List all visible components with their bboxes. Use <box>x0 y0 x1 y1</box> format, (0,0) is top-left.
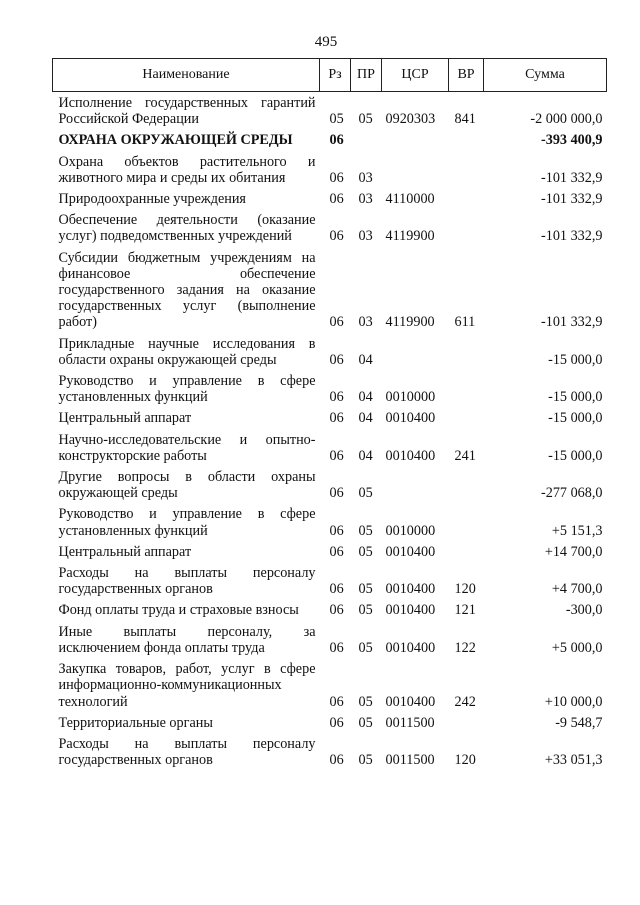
cell-sum: -101 332,9 <box>541 314 603 331</box>
cell-rz: 05 <box>329 111 344 128</box>
header-name: Наименование <box>53 59 320 92</box>
cell-rz: 06 <box>329 602 344 619</box>
cell-pr: 03 <box>358 228 373 245</box>
table-row <box>53 127 607 148</box>
cell-csr: 0010400 <box>385 693 436 710</box>
cell-csr <box>382 127 449 148</box>
cell-vr <box>449 127 484 148</box>
cell-rz: 06 <box>329 351 344 368</box>
cell-vr: 122 <box>454 639 476 656</box>
cell-rz: 06 <box>329 639 344 656</box>
page-number: 495 <box>314 34 338 50</box>
cell-sum: -300,0 <box>565 602 603 619</box>
header-vr: ВР <box>449 59 484 92</box>
cell-csr: 0010400 <box>385 543 436 560</box>
cell-pr: 05 <box>358 581 373 598</box>
cell-rz: 06 <box>329 543 344 560</box>
cell-name: Научно-исследовательские и опытно-конструкторские работы <box>58 431 316 464</box>
cell-sum: -277 068,0 <box>541 485 603 502</box>
cell-name: Руководство и управление в сфере установленных функций <box>58 373 316 406</box>
cell-rz: 06 <box>329 410 344 427</box>
cell-sum: -101 332,9 <box>541 228 603 245</box>
cell-pr <box>351 127 382 148</box>
cell-rz: 06 <box>329 191 344 208</box>
cell-rz: 06 <box>329 389 344 406</box>
cell-sum: +33 051,3 <box>544 752 603 769</box>
table-row <box>53 619 607 656</box>
table-row <box>53 245 607 331</box>
cell-name: Расходы на выплаты персоналу государственных органов <box>58 565 316 598</box>
cell-vr: 611 <box>454 314 476 331</box>
cell-vr <box>449 501 484 538</box>
cell-vr <box>449 710 484 731</box>
cell-pr: 05 <box>358 693 373 710</box>
cell-vr: 120 <box>454 752 476 769</box>
cell-sum: -9 548,7 <box>555 714 603 731</box>
table-row <box>53 710 607 731</box>
cell-vr <box>449 368 484 405</box>
cell-sum: +5 151,3 <box>551 522 603 539</box>
cell-sum: -15 000,0 <box>548 389 603 406</box>
table-row <box>53 331 607 368</box>
cell-sum: -15 000,0 <box>548 447 603 464</box>
cell-name: Территориальные органы <box>58 714 213 731</box>
cell-pr: 05 <box>358 602 373 619</box>
cell-pr: 05 <box>358 522 373 539</box>
cell-rz: 06 <box>329 693 344 710</box>
cell-name: Охрана объектов растительного и животного мира и среды их обитания <box>58 153 316 186</box>
cell-csr: 4110000 <box>385 191 435 208</box>
table-row <box>53 186 607 207</box>
cell-csr: 0011500 <box>385 752 435 769</box>
cell-csr: 0010400 <box>385 602 436 619</box>
table-row <box>53 368 607 405</box>
cell-vr <box>449 405 484 426</box>
table-row <box>53 539 607 560</box>
cell-sum: +10 000,0 <box>544 693 603 710</box>
table-row <box>53 501 607 538</box>
table-row <box>53 656 607 710</box>
cell-csr: 0010400 <box>385 581 436 598</box>
cell-vr <box>449 331 484 368</box>
cell-csr <box>382 149 449 186</box>
cell-csr: 0010000 <box>385 389 436 406</box>
cell-rz: 06 <box>329 314 344 331</box>
cell-pr: 05 <box>358 543 373 560</box>
cell-rz: 06 <box>329 169 344 186</box>
cell-csr: 0010000 <box>385 522 436 539</box>
cell-csr: 0010400 <box>385 447 436 464</box>
cell-pr: 04 <box>358 447 373 464</box>
cell-name: Обеспечение деятельности (оказание услуг) подведомственных учреждений <box>58 212 316 245</box>
cell-csr: 0011500 <box>385 714 435 731</box>
cell-rz: 06 <box>329 714 344 731</box>
cell-name: Другие вопросы в области охраны окружающей среды <box>58 469 316 502</box>
cell-name: ОХРАНА ОКРУЖАЮЩЕЙ СРЕДЫ <box>58 132 293 149</box>
cell-vr: 242 <box>454 693 476 710</box>
table-row <box>53 597 607 618</box>
cell-sum: -101 332,9 <box>541 169 603 186</box>
cell-name: Фонд оплаты труда и страховые взносы <box>58 602 299 619</box>
cell-sum: -2 000 000,0 <box>530 111 603 128</box>
cell-name: Центральный аппарат <box>58 410 192 427</box>
table-row <box>53 464 607 501</box>
cell-pr: 03 <box>358 191 373 208</box>
cell-rz: 06 <box>329 581 344 598</box>
cell-csr: 4119900 <box>385 314 435 331</box>
cell-name: Закупка товаров, работ, услуг в сфере информационно-коммуникационных технологий <box>58 661 316 710</box>
cell-vr <box>449 539 484 560</box>
cell-sum: -393 400,9 <box>541 132 603 149</box>
cell-sum: +14 700,0 <box>544 543 603 560</box>
cell-name: Природоохранные учреждения <box>58 191 246 208</box>
cell-pr: 05 <box>358 752 373 769</box>
header-pr: ПР <box>351 59 382 92</box>
cell-pr: 05 <box>358 485 373 502</box>
table-header <box>53 59 607 92</box>
table-row <box>53 731 607 768</box>
cell-csr: 0920303 <box>385 111 436 128</box>
cell-pr: 03 <box>358 314 373 331</box>
cell-rz: 06 <box>329 447 344 464</box>
table-row <box>53 149 607 186</box>
header-csr: ЦСР <box>382 59 449 92</box>
cell-pr: 04 <box>358 351 373 368</box>
cell-rz: 06 <box>329 228 344 245</box>
cell-vr: 241 <box>454 447 476 464</box>
table-row <box>53 92 607 128</box>
cell-name: Прикладные научные исследования в области охраны окружающей среды <box>58 335 316 368</box>
cell-pr: 05 <box>358 639 373 656</box>
cell-sum: -15 000,0 <box>548 351 603 368</box>
cell-pr: 03 <box>358 169 373 186</box>
header-rz: Рз <box>320 59 351 92</box>
cell-pr: 05 <box>358 111 373 128</box>
cell-name: Исполнение государственных гарантий Российской Федерации <box>58 95 316 128</box>
cell-rz: 06 <box>329 752 344 769</box>
cell-sum: -101 332,9 <box>541 191 603 208</box>
cell-vr <box>449 464 484 501</box>
cell-rz: 06 <box>329 522 344 539</box>
cell-name: Центральный аппарат <box>58 543 192 560</box>
cell-vr: 841 <box>454 111 476 128</box>
cell-name: Расходы на выплаты персоналу государственных органов <box>58 735 316 769</box>
cell-rz: 06 <box>329 132 344 149</box>
table-row <box>53 405 607 426</box>
cell-vr: 121 <box>454 602 476 619</box>
cell-sum: +5 000,0 <box>551 639 603 656</box>
cell-csr: 0010400 <box>385 639 436 656</box>
header-sum: Сумма <box>484 59 607 92</box>
cell-vr <box>449 186 484 207</box>
table-row <box>53 427 607 464</box>
cell-name: Руководство и управление в сфере установленных функций <box>58 506 316 539</box>
budget-table <box>52 58 607 768</box>
cell-pr: 04 <box>358 410 373 427</box>
cell-csr <box>382 331 449 368</box>
cell-csr: 4119900 <box>385 228 435 245</box>
cell-pr: 05 <box>358 714 373 731</box>
cell-csr: 0010400 <box>385 410 436 427</box>
cell-pr: 04 <box>358 389 373 406</box>
table-row <box>53 207 607 244</box>
table-row <box>53 560 607 597</box>
cell-name: Субсидии бюджетным учреждениям на финансовое обеспечение государственного задания на оказание государственных услуг (выполнение работ) <box>58 249 316 331</box>
cell-vr: 120 <box>454 581 476 598</box>
table-body <box>53 92 607 769</box>
cell-csr <box>382 464 449 501</box>
cell-vr <box>449 207 484 244</box>
cell-name: Иные выплаты персоналу, за исключением фонда оплаты труда <box>58 623 316 656</box>
cell-sum: +4 700,0 <box>551 581 603 598</box>
cell-sum: -15 000,0 <box>548 410 603 427</box>
cell-rz: 06 <box>329 485 344 502</box>
cell-vr <box>449 149 484 186</box>
